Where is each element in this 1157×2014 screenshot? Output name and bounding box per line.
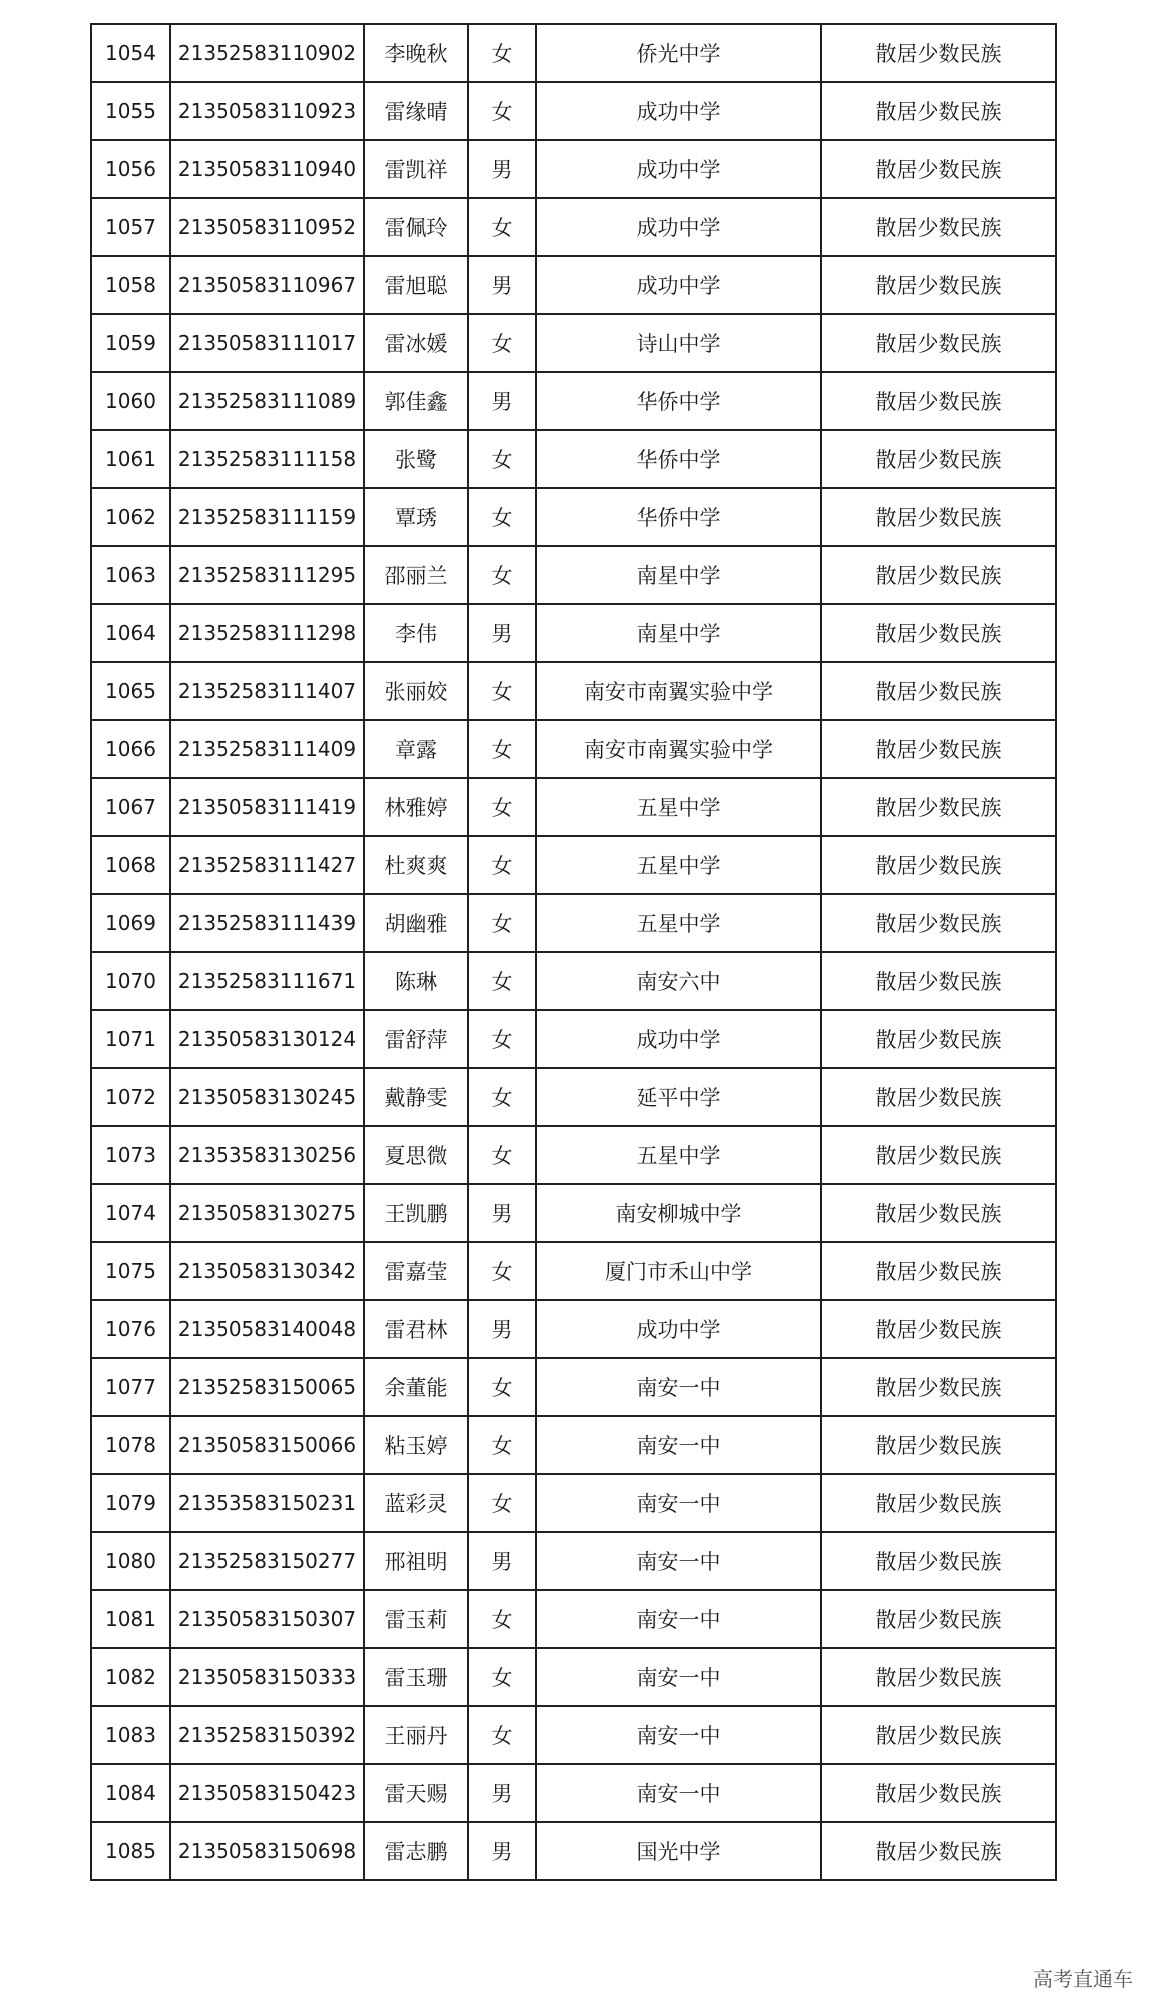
- category-cell: 散居少数民族: [821, 82, 1056, 140]
- row-index-cell: 1056: [91, 140, 170, 198]
- watermark-text: 高考直通车: [1033, 1967, 1133, 1991]
- exam-number-cell: 21350583150333: [170, 1648, 364, 1706]
- gender-cell: 女: [468, 1010, 536, 1068]
- exam-number-cell: 21350583130275: [170, 1184, 364, 1242]
- exam-number-cell: 21350583130342: [170, 1242, 364, 1300]
- student-name-cell: 覃琇: [364, 488, 468, 546]
- category-cell: 散居少数民族: [821, 1300, 1056, 1358]
- gender-cell: 女: [468, 662, 536, 720]
- category-cell: 散居少数民族: [821, 372, 1056, 430]
- exam-number-cell: 21352583111295: [170, 546, 364, 604]
- school-cell: 成功中学: [536, 1010, 821, 1068]
- school-cell: 南安柳城中学: [536, 1184, 821, 1242]
- student-name-cell: 王凯鹏: [364, 1184, 468, 1242]
- student-name-cell: 张丽姣: [364, 662, 468, 720]
- school-cell: 诗山中学: [536, 314, 821, 372]
- category-cell: 散居少数民族: [821, 1010, 1056, 1068]
- exam-number-cell: 21352583111409: [170, 720, 364, 778]
- gender-cell: 女: [468, 1648, 536, 1706]
- gender-cell: 女: [468, 314, 536, 372]
- student-name-cell: 李晚秋: [364, 24, 468, 82]
- exam-number-cell: 21352583111439: [170, 894, 364, 952]
- exam-number-cell: 21350583110967: [170, 256, 364, 314]
- category-cell: 散居少数民族: [821, 1532, 1056, 1590]
- row-index-cell: 1079: [91, 1474, 170, 1532]
- student-name-cell: 陈琳: [364, 952, 468, 1010]
- gender-cell: 女: [468, 1068, 536, 1126]
- row-index-cell: 1055: [91, 82, 170, 140]
- category-cell: 散居少数民族: [821, 1416, 1056, 1474]
- table-row: [91, 82, 1056, 140]
- category-cell: 散居少数民族: [821, 430, 1056, 488]
- table-row: [91, 1358, 1056, 1416]
- gender-cell: 女: [468, 894, 536, 952]
- table-row: [91, 198, 1056, 256]
- category-cell: 散居少数民族: [821, 1474, 1056, 1532]
- exam-number-cell: 21350583130245: [170, 1068, 364, 1126]
- school-cell: 国光中学: [536, 1822, 821, 1880]
- exam-number-cell: 21350583150423: [170, 1764, 364, 1822]
- school-cell: 华侨中学: [536, 488, 821, 546]
- exam-number-cell: 21352583150277: [170, 1532, 364, 1590]
- gender-cell: 女: [468, 1416, 536, 1474]
- student-name-cell: 雷旭聪: [364, 256, 468, 314]
- exam-number-cell: 21350583111419: [170, 778, 364, 836]
- category-cell: 散居少数民族: [821, 256, 1056, 314]
- gender-cell: 男: [468, 1822, 536, 1880]
- table-row: [91, 1416, 1056, 1474]
- student-roster-table: [90, 23, 1057, 1881]
- student-name-cell: 戴静雯: [364, 1068, 468, 1126]
- student-name-cell: 雷志鹏: [364, 1822, 468, 1880]
- gender-cell: 女: [468, 1358, 536, 1416]
- school-cell: 五星中学: [536, 778, 821, 836]
- gender-cell: 女: [468, 836, 536, 894]
- exam-number-cell: 21350583110923: [170, 82, 364, 140]
- school-cell: 成功中学: [536, 82, 821, 140]
- table-row: [91, 1764, 1056, 1822]
- school-cell: 南安一中: [536, 1358, 821, 1416]
- gender-cell: 男: [468, 1184, 536, 1242]
- student-name-cell: 雷玉莉: [364, 1590, 468, 1648]
- gender-cell: 女: [468, 430, 536, 488]
- student-name-cell: 雷君林: [364, 1300, 468, 1358]
- exam-number-cell: 21350583110940: [170, 140, 364, 198]
- row-index-cell: 1066: [91, 720, 170, 778]
- school-cell: 延平中学: [536, 1068, 821, 1126]
- category-cell: 散居少数民族: [821, 1822, 1056, 1880]
- category-cell: 散居少数民族: [821, 720, 1056, 778]
- exam-number-cell: 21353583130256: [170, 1126, 364, 1184]
- table-row: [91, 894, 1056, 952]
- row-index-cell: 1072: [91, 1068, 170, 1126]
- school-cell: 南安一中: [536, 1648, 821, 1706]
- student-name-cell: 章露: [364, 720, 468, 778]
- exam-number-cell: 21352583111671: [170, 952, 364, 1010]
- table-row: [91, 1590, 1056, 1648]
- gender-cell: 女: [468, 778, 536, 836]
- student-name-cell: 李伟: [364, 604, 468, 662]
- row-index-cell: 1078: [91, 1416, 170, 1474]
- row-index-cell: 1065: [91, 662, 170, 720]
- exam-number-cell: 21352583111427: [170, 836, 364, 894]
- row-index-cell: 1070: [91, 952, 170, 1010]
- row-index-cell: 1083: [91, 1706, 170, 1764]
- row-index-cell: 1061: [91, 430, 170, 488]
- category-cell: 散居少数民族: [821, 1358, 1056, 1416]
- school-cell: 南安一中: [536, 1590, 821, 1648]
- student-name-cell: 胡幽雅: [364, 894, 468, 952]
- student-name-cell: 余董能: [364, 1358, 468, 1416]
- category-cell: 散居少数民族: [821, 198, 1056, 256]
- exam-number-cell: 21350583140048: [170, 1300, 364, 1358]
- table-row: [91, 1532, 1056, 1590]
- table-row: [91, 1706, 1056, 1764]
- table-row: [91, 1068, 1056, 1126]
- gender-cell: 女: [468, 546, 536, 604]
- row-index-cell: 1069: [91, 894, 170, 952]
- table-row: [91, 720, 1056, 778]
- table-row: [91, 372, 1056, 430]
- exam-number-cell: 21352583111089: [170, 372, 364, 430]
- row-index-cell: 1054: [91, 24, 170, 82]
- row-index-cell: 1068: [91, 836, 170, 894]
- school-cell: 五星中学: [536, 836, 821, 894]
- category-cell: 散居少数民族: [821, 1764, 1056, 1822]
- table-row: [91, 604, 1056, 662]
- row-index-cell: 1081: [91, 1590, 170, 1648]
- exam-number-cell: 21352583111407: [170, 662, 364, 720]
- gender-cell: 男: [468, 372, 536, 430]
- gender-cell: 女: [468, 488, 536, 546]
- student-name-cell: 雷凯祥: [364, 140, 468, 198]
- row-index-cell: 1074: [91, 1184, 170, 1242]
- student-name-cell: 粘玉婷: [364, 1416, 468, 1474]
- row-index-cell: 1082: [91, 1648, 170, 1706]
- school-cell: 南安一中: [536, 1764, 821, 1822]
- table-row: [91, 430, 1056, 488]
- row-index-cell: 1059: [91, 314, 170, 372]
- row-index-cell: 1085: [91, 1822, 170, 1880]
- exam-number-cell: 21350583150066: [170, 1416, 364, 1474]
- school-cell: 成功中学: [536, 256, 821, 314]
- student-name-cell: 王丽丹: [364, 1706, 468, 1764]
- table-row: [91, 1010, 1056, 1068]
- student-name-cell: 邢祖明: [364, 1532, 468, 1590]
- gender-cell: 女: [468, 720, 536, 778]
- gender-cell: 女: [468, 1706, 536, 1764]
- table-row: [91, 1648, 1056, 1706]
- school-cell: 五星中学: [536, 1126, 821, 1184]
- gender-cell: 男: [468, 1300, 536, 1358]
- row-index-cell: 1080: [91, 1532, 170, 1590]
- roster-body: [91, 24, 1056, 1880]
- gender-cell: 女: [468, 1126, 536, 1184]
- school-cell: 厦门市禾山中学: [536, 1242, 821, 1300]
- category-cell: 散居少数民族: [821, 1126, 1056, 1184]
- school-cell: 成功中学: [536, 198, 821, 256]
- exam-number-cell: 21352583110902: [170, 24, 364, 82]
- category-cell: 散居少数民族: [821, 488, 1056, 546]
- exam-number-cell: 21352583150065: [170, 1358, 364, 1416]
- school-cell: 南安市南翼实验中学: [536, 720, 821, 778]
- category-cell: 散居少数民族: [821, 546, 1056, 604]
- student-name-cell: 雷玉珊: [364, 1648, 468, 1706]
- table-row: [91, 546, 1056, 604]
- exam-number-cell: 21353583150231: [170, 1474, 364, 1532]
- student-name-cell: 夏思微: [364, 1126, 468, 1184]
- table-row: [91, 140, 1056, 198]
- table-row: [91, 314, 1056, 372]
- row-index-cell: 1058: [91, 256, 170, 314]
- gender-cell: 女: [468, 1590, 536, 1648]
- exam-number-cell: 21350583150307: [170, 1590, 364, 1648]
- table-row: [91, 778, 1056, 836]
- gender-cell: 男: [468, 1532, 536, 1590]
- row-index-cell: 1071: [91, 1010, 170, 1068]
- row-index-cell: 1075: [91, 1242, 170, 1300]
- table-row: [91, 24, 1056, 82]
- exam-number-cell: 21350583110952: [170, 198, 364, 256]
- gender-cell: 女: [468, 1474, 536, 1532]
- row-index-cell: 1076: [91, 1300, 170, 1358]
- table-row: [91, 1184, 1056, 1242]
- student-name-cell: 雷缘晴: [364, 82, 468, 140]
- school-cell: 南星中学: [536, 546, 821, 604]
- school-cell: 五星中学: [536, 894, 821, 952]
- table-row: [91, 1822, 1056, 1880]
- gender-cell: 女: [468, 1242, 536, 1300]
- gender-cell: 女: [468, 952, 536, 1010]
- row-index-cell: 1084: [91, 1764, 170, 1822]
- exam-number-cell: 21350583130124: [170, 1010, 364, 1068]
- row-index-cell: 1064: [91, 604, 170, 662]
- school-cell: 南星中学: [536, 604, 821, 662]
- table-row: [91, 1300, 1056, 1358]
- school-cell: 成功中学: [536, 140, 821, 198]
- gender-cell: 男: [468, 256, 536, 314]
- row-index-cell: 1067: [91, 778, 170, 836]
- category-cell: 散居少数民族: [821, 952, 1056, 1010]
- row-index-cell: 1062: [91, 488, 170, 546]
- student-name-cell: 雷天赐: [364, 1764, 468, 1822]
- school-cell: 南安一中: [536, 1416, 821, 1474]
- student-name-cell: 张鹭: [364, 430, 468, 488]
- row-index-cell: 1077: [91, 1358, 170, 1416]
- row-index-cell: 1073: [91, 1126, 170, 1184]
- category-cell: 散居少数民族: [821, 836, 1056, 894]
- school-cell: 南安市南翼实验中学: [536, 662, 821, 720]
- table-row: [91, 662, 1056, 720]
- table-row: [91, 1242, 1056, 1300]
- student-name-cell: 郭佳鑫: [364, 372, 468, 430]
- table-row: [91, 952, 1056, 1010]
- category-cell: 散居少数民族: [821, 1590, 1056, 1648]
- table-row: [91, 1126, 1056, 1184]
- student-name-cell: 雷冰媛: [364, 314, 468, 372]
- school-cell: 南安六中: [536, 952, 821, 1010]
- school-cell: 南安一中: [536, 1706, 821, 1764]
- category-cell: 散居少数民族: [821, 604, 1056, 662]
- exam-number-cell: 21352583111159: [170, 488, 364, 546]
- student-name-cell: 蓝彩灵: [364, 1474, 468, 1532]
- category-cell: 散居少数民族: [821, 1242, 1056, 1300]
- category-cell: 散居少数民族: [821, 1706, 1056, 1764]
- student-name-cell: 邵丽兰: [364, 546, 468, 604]
- gender-cell: 女: [468, 24, 536, 82]
- gender-cell: 男: [468, 604, 536, 662]
- table-row: [91, 836, 1056, 894]
- category-cell: 散居少数民族: [821, 1184, 1056, 1242]
- gender-cell: 女: [468, 82, 536, 140]
- category-cell: 散居少数民族: [821, 1068, 1056, 1126]
- student-name-cell: 林雅婷: [364, 778, 468, 836]
- table-row: [91, 1474, 1056, 1532]
- row-index-cell: 1063: [91, 546, 170, 604]
- category-cell: 散居少数民族: [821, 314, 1056, 372]
- school-cell: 侨光中学: [536, 24, 821, 82]
- exam-number-cell: 21352583111158: [170, 430, 364, 488]
- exam-number-cell: 21352583150392: [170, 1706, 364, 1764]
- row-index-cell: 1060: [91, 372, 170, 430]
- exam-number-cell: 21350583111017: [170, 314, 364, 372]
- table-row: [91, 488, 1056, 546]
- category-cell: 散居少数民族: [821, 140, 1056, 198]
- school-cell: 南安一中: [536, 1474, 821, 1532]
- student-name-cell: 雷佩玲: [364, 198, 468, 256]
- exam-number-cell: 21352583111298: [170, 604, 364, 662]
- gender-cell: 男: [468, 140, 536, 198]
- gender-cell: 女: [468, 198, 536, 256]
- school-cell: 华侨中学: [536, 430, 821, 488]
- category-cell: 散居少数民族: [821, 24, 1056, 82]
- table-row: [91, 256, 1056, 314]
- category-cell: 散居少数民族: [821, 778, 1056, 836]
- student-name-cell: 杜爽爽: [364, 836, 468, 894]
- exam-number-cell: 21350583150698: [170, 1822, 364, 1880]
- school-cell: 华侨中学: [536, 372, 821, 430]
- student-name-cell: 雷嘉莹: [364, 1242, 468, 1300]
- category-cell: 散居少数民族: [821, 894, 1056, 952]
- category-cell: 散居少数民族: [821, 1648, 1056, 1706]
- category-cell: 散居少数民族: [821, 662, 1056, 720]
- school-cell: 南安一中: [536, 1532, 821, 1590]
- student-name-cell: 雷舒萍: [364, 1010, 468, 1068]
- school-cell: 成功中学: [536, 1300, 821, 1358]
- gender-cell: 男: [468, 1764, 536, 1822]
- row-index-cell: 1057: [91, 198, 170, 256]
